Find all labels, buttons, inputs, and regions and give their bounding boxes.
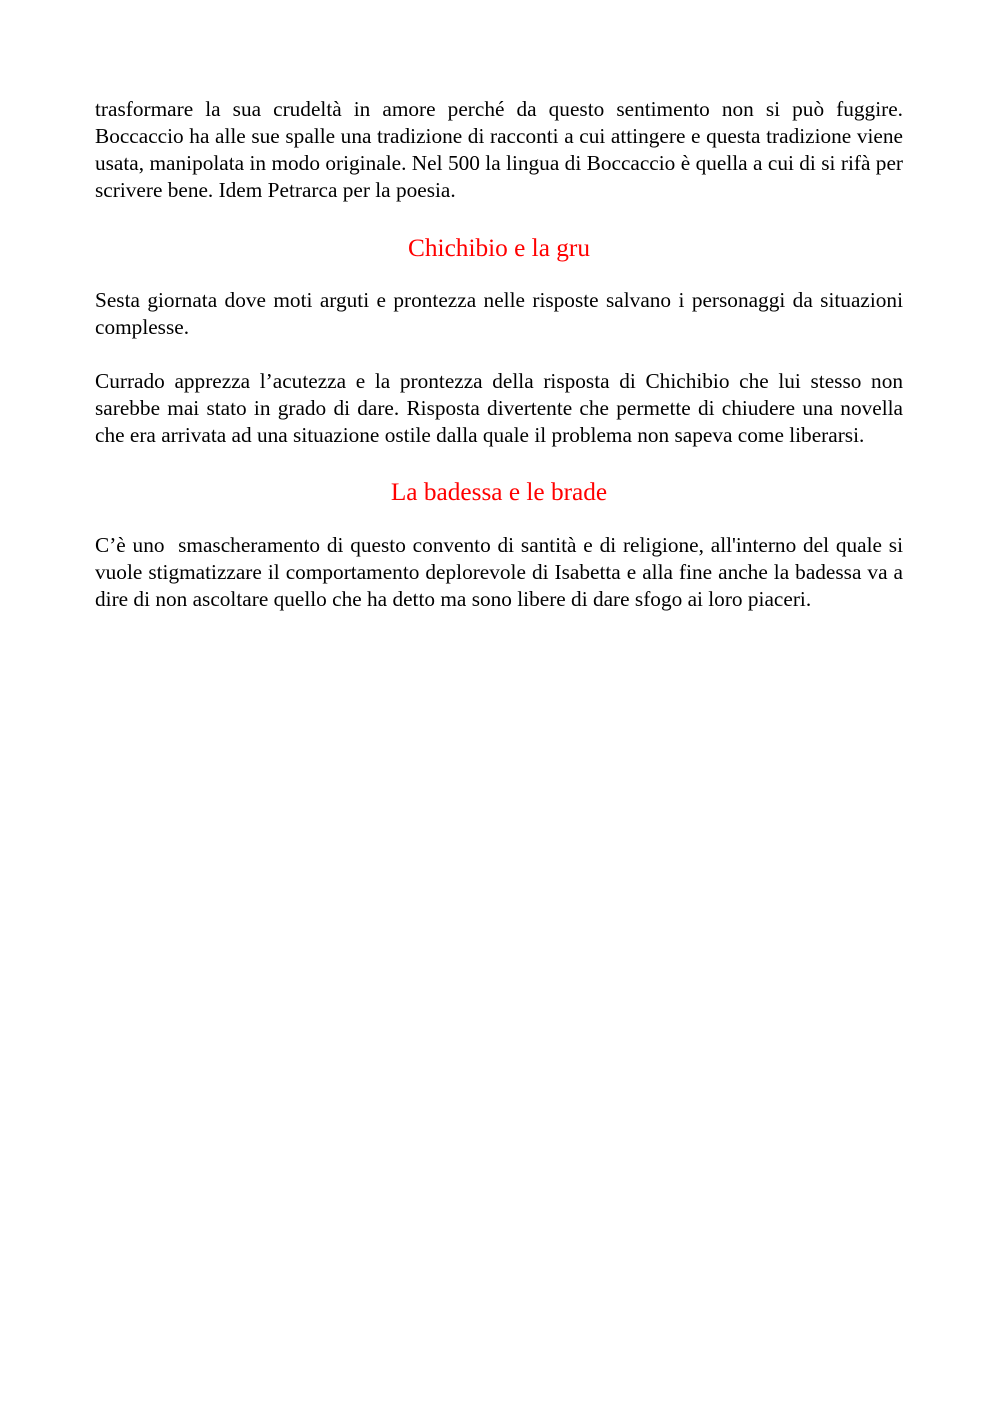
paragraph-sesta-giornata: Sesta giornata dove moti arguti e prontezza nelle risposte salvano i personaggi da situazioni complesse. bbox=[95, 288, 909, 339]
heading-la-badessa-e-le-brade: La badessa e le brade bbox=[390, 478, 608, 506]
document-page bbox=[95, 96, 909, 613]
paragraph-intro: trasformare la sua crudeltà in amore perché da questo sentimento non si può fuggire. Boccaccio ha alle sue spalle una tradizione di racconti a cui attingere e questa tradizione viene usata, manipolata in modo originale. Nel 500 la lingua di Boccaccio è quella a cui di si rifà per scrivere bene. Idem Petrarca per la poesia. bbox=[95, 97, 909, 202]
paragraph-currado: Currado apprezza l’acutezza e la prontezza della risposta di Chichibio che lui stesso non sarebbe mai stato in grado di dare. Risposta divertente che permette di chiudere una novella che era arrivata ad una situazione ostile dalla quale il problema non sapeva come liberarsi. bbox=[95, 369, 909, 447]
heading-chichibio-e-la-gru: Chichibio e la gru bbox=[408, 234, 590, 262]
paragraph-badessa: C’è uno smascheramento di questo convento di santità e di religione, all'interno del quale si vuole stigmatizzare il comportamento deplorevole di Isabetta e alla fine anche la badessa va a dire di non ascoltare quello che ha detto ma sono libere di dare sfogo ai loro piaceri. bbox=[95, 533, 909, 611]
